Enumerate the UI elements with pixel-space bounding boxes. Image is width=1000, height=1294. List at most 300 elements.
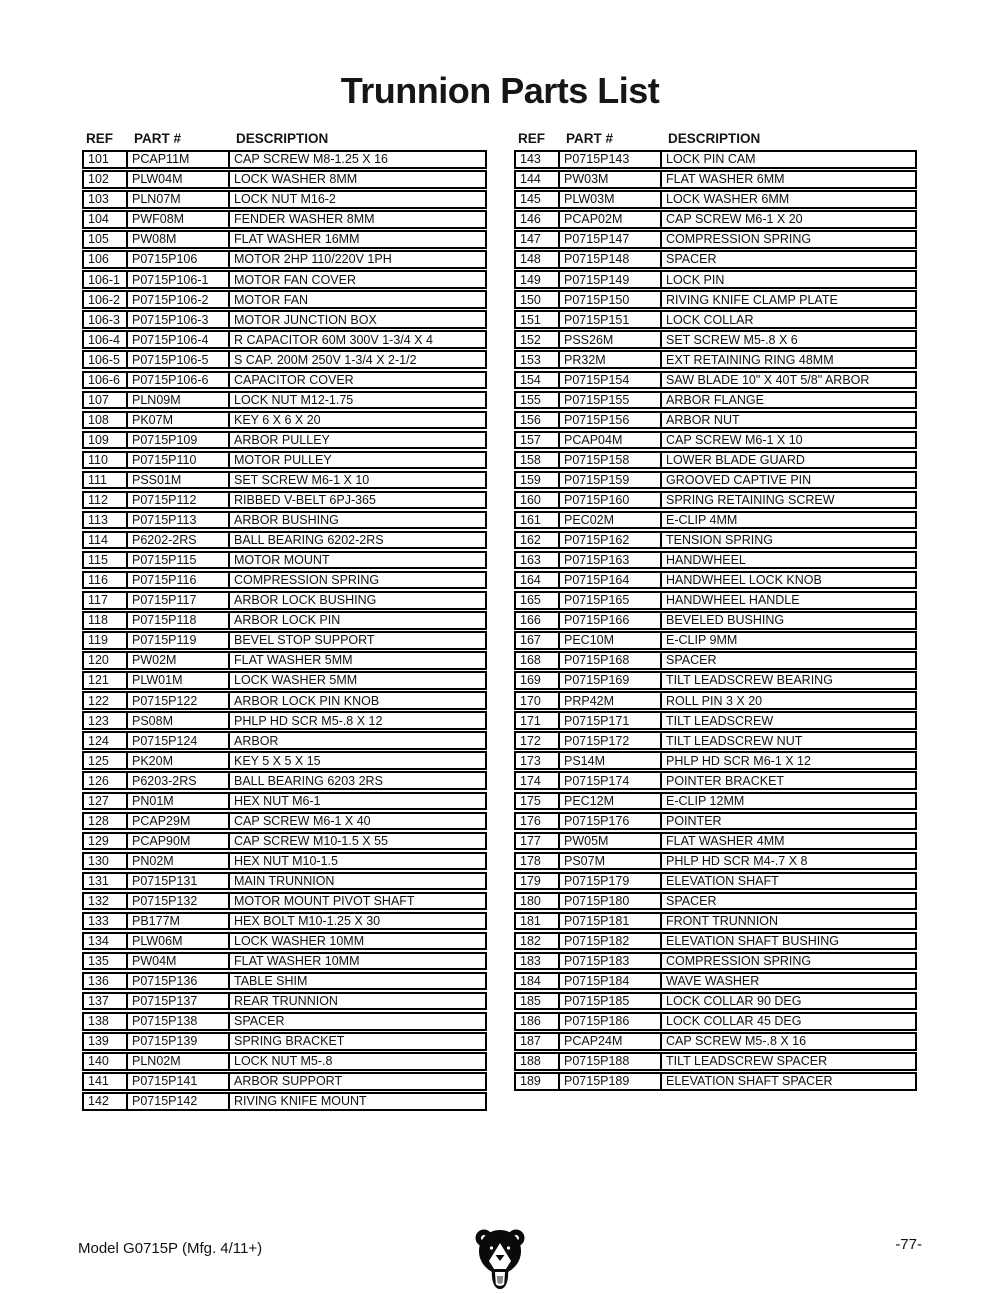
description-cell: HEX NUT M6-1 bbox=[234, 793, 321, 808]
ref-cell: 162 bbox=[516, 533, 560, 548]
table-row bbox=[82, 290, 487, 309]
description-cell: ELEVATION SHAFT BUSHING bbox=[666, 934, 839, 949]
ref-cell: 168 bbox=[516, 653, 560, 668]
table-header-right bbox=[514, 126, 917, 150]
ref-cell: 119 bbox=[84, 633, 128, 648]
part-cell: P0715P165 bbox=[560, 593, 662, 608]
description-cell: E-CLIP 12MM bbox=[666, 793, 745, 808]
description-cell: PHLP HD SCR M4-.7 X 8 bbox=[666, 853, 808, 868]
part-cell: PW04M bbox=[128, 954, 230, 969]
ref-cell: 137 bbox=[84, 994, 128, 1009]
table-row bbox=[514, 751, 917, 770]
description-cell: E-CLIP 9MM bbox=[666, 633, 738, 648]
ref-cell: 108 bbox=[84, 413, 128, 428]
table-row bbox=[514, 892, 917, 911]
description-cell: CAP SCREW M6-1 X 20 bbox=[666, 212, 803, 227]
ref-cell: 112 bbox=[84, 493, 128, 508]
table-row bbox=[82, 611, 487, 630]
description-cell: LOCK WASHER 6MM bbox=[666, 192, 790, 207]
part-cell: P0715P112 bbox=[128, 493, 230, 508]
part-cell: P0715P109 bbox=[128, 433, 230, 448]
table-row bbox=[514, 792, 917, 811]
ref-cell: 145 bbox=[516, 192, 560, 207]
ref-cell: 115 bbox=[84, 553, 128, 568]
ref-cell: 169 bbox=[516, 673, 560, 688]
part-cell: P6203-2RS bbox=[128, 773, 230, 788]
description-cell: CAPACITOR COVER bbox=[234, 372, 354, 387]
ref-cell: 189 bbox=[516, 1074, 560, 1089]
ref-cell: 107 bbox=[84, 393, 128, 408]
table-row bbox=[82, 310, 487, 329]
ref-cell: 127 bbox=[84, 794, 128, 809]
table-row bbox=[514, 691, 917, 710]
part-cell: P0715P106-4 bbox=[128, 332, 230, 347]
table-row bbox=[82, 431, 487, 450]
table-body-left bbox=[82, 150, 487, 1111]
part-cell: PR32M bbox=[560, 352, 662, 367]
table-row bbox=[514, 932, 917, 951]
part-cell: PK20M bbox=[128, 753, 230, 768]
description-cell: CAP SCREW M10-1.5 X 55 bbox=[234, 833, 388, 848]
ref-cell: 167 bbox=[516, 633, 560, 648]
part-cell: PCAP04M bbox=[560, 433, 662, 448]
description-cell: ELEVATION SHAFT bbox=[666, 873, 779, 888]
part-cell: P0715P142 bbox=[128, 1094, 230, 1109]
table-row bbox=[82, 932, 487, 951]
ref-cell: 114 bbox=[84, 533, 128, 548]
ref-cell: 165 bbox=[516, 593, 560, 608]
description-cell: MOTOR MOUNT PIVOT SHAFT bbox=[234, 893, 415, 908]
description-cell: MOTOR JUNCTION BOX bbox=[234, 312, 377, 327]
description-cell: FLAT WASHER 10MM bbox=[234, 954, 360, 969]
part-cell: P0715P179 bbox=[560, 874, 662, 889]
part-cell: PB177M bbox=[128, 914, 230, 929]
description-cell: SPACER bbox=[234, 1014, 285, 1029]
table-row bbox=[514, 591, 917, 610]
description-cell: POINTER bbox=[666, 813, 722, 828]
description-cell: R CAPACITOR 60M 300V 1-3/4 X 4 bbox=[234, 332, 433, 347]
description-cell: ELEVATION SHAFT SPACER bbox=[666, 1074, 833, 1089]
part-cell: P0715P163 bbox=[560, 553, 662, 568]
ref-cell: 150 bbox=[516, 292, 560, 307]
ref-cell: 149 bbox=[516, 272, 560, 287]
ref-cell: 113 bbox=[84, 513, 128, 528]
part-cell: PEC10M bbox=[560, 633, 662, 648]
ref-cell: 157 bbox=[516, 433, 560, 448]
column-header-part: PART # bbox=[134, 130, 182, 146]
description-cell: ARBOR PULLEY bbox=[234, 432, 330, 447]
description-cell: LOCK WASHER 10MM bbox=[234, 934, 365, 949]
ref-cell: 151 bbox=[516, 312, 560, 327]
part-cell: P0715P147 bbox=[560, 232, 662, 247]
description-cell: REAR TRUNNION bbox=[234, 994, 338, 1009]
table-row bbox=[514, 832, 917, 851]
ref-cell: 141 bbox=[84, 1074, 128, 1089]
ref-cell: 175 bbox=[516, 794, 560, 809]
table-body-right bbox=[514, 150, 917, 1091]
part-cell: P0715P148 bbox=[560, 252, 662, 267]
description-cell: HANDWHEEL HANDLE bbox=[666, 593, 800, 608]
part-cell: P6202-2RS bbox=[128, 533, 230, 548]
part-cell: P0715P117 bbox=[128, 593, 230, 608]
ref-cell: 106-6 bbox=[84, 373, 128, 388]
ref-cell: 172 bbox=[516, 733, 560, 748]
description-cell: MOTOR FAN COVER bbox=[234, 272, 357, 287]
description-cell: MAIN TRUNNION bbox=[234, 873, 335, 888]
table-row bbox=[514, 411, 917, 430]
ref-cell: 125 bbox=[84, 753, 128, 768]
ref-cell: 138 bbox=[84, 1014, 128, 1029]
table-row bbox=[82, 1032, 487, 1051]
description-cell: CAP SCREW M6-1 X 40 bbox=[234, 813, 371, 828]
description-cell: CAP SCREW M5-.8 X 16 bbox=[666, 1034, 807, 1049]
ref-cell: 176 bbox=[516, 814, 560, 829]
table-row bbox=[514, 350, 917, 369]
part-cell: PLN07M bbox=[128, 192, 230, 207]
ref-cell: 178 bbox=[516, 854, 560, 869]
table-row bbox=[514, 511, 917, 530]
part-cell: PLN02M bbox=[128, 1054, 230, 1069]
part-cell: P0715P182 bbox=[560, 934, 662, 949]
ref-cell: 135 bbox=[84, 954, 128, 969]
table-row bbox=[82, 471, 487, 490]
table-row bbox=[514, 651, 917, 670]
table-row bbox=[514, 812, 917, 831]
description-cell: RIVING KNIFE CLAMP PLATE bbox=[666, 292, 838, 307]
ref-cell: 140 bbox=[84, 1054, 128, 1069]
table-row bbox=[82, 451, 487, 470]
description-cell: TILT LEADSCREW BEARING bbox=[666, 673, 833, 688]
description-cell: CAP SCREW M8-1.25 X 16 bbox=[234, 152, 388, 167]
table-row bbox=[82, 270, 487, 289]
ref-cell: 177 bbox=[516, 834, 560, 849]
table-row bbox=[82, 912, 487, 931]
description-cell: FLAT WASHER 16MM bbox=[234, 232, 360, 247]
part-cell: P0715P122 bbox=[128, 693, 230, 708]
description-cell: ARBOR LOCK PIN bbox=[234, 613, 341, 628]
table-row bbox=[82, 330, 487, 349]
description-cell: TILT LEADSCREW NUT bbox=[666, 733, 803, 748]
ref-cell: 102 bbox=[84, 172, 128, 187]
table-row bbox=[82, 591, 487, 610]
part-cell: PN01M bbox=[128, 794, 230, 809]
part-cell: PS07M bbox=[560, 854, 662, 869]
table-row bbox=[514, 190, 917, 209]
part-cell: PSS01M bbox=[128, 473, 230, 488]
column-header-part: PART # bbox=[566, 130, 614, 146]
part-cell: P0715P106-3 bbox=[128, 312, 230, 327]
description-cell: SAW BLADE 10" X 40T 5/8" ARBOR bbox=[666, 372, 870, 387]
ref-cell: 109 bbox=[84, 433, 128, 448]
ref-cell: 106-3 bbox=[84, 312, 128, 327]
table-row bbox=[514, 972, 917, 991]
description-cell: ARBOR NUT bbox=[666, 412, 740, 427]
table-row bbox=[82, 250, 487, 269]
description-cell: CAP SCREW M6-1 X 10 bbox=[666, 432, 803, 447]
ref-cell: 146 bbox=[516, 212, 560, 227]
model-label: Model G0715P (Mfg. 4/11+) bbox=[78, 1240, 263, 1257]
part-cell: P0715P180 bbox=[560, 894, 662, 909]
ref-cell: 188 bbox=[516, 1054, 560, 1069]
parts-table-right bbox=[514, 126, 917, 1092]
description-cell: LOWER BLADE GUARD bbox=[666, 452, 805, 467]
description-cell: RIBBED V-BELT 6PJ-365 bbox=[234, 493, 376, 508]
description-cell: ROLL PIN 3 X 20 bbox=[666, 693, 763, 708]
table-row bbox=[82, 972, 487, 991]
description-cell: KEY 6 X 6 X 20 bbox=[234, 412, 321, 427]
ref-cell: 121 bbox=[84, 673, 128, 688]
table-row bbox=[514, 611, 917, 630]
description-cell: BALL BEARING 6203 2RS bbox=[234, 773, 383, 788]
ref-cell: 180 bbox=[516, 894, 560, 909]
description-cell: MOTOR MOUNT bbox=[234, 553, 330, 568]
table-row bbox=[514, 992, 917, 1011]
table-row bbox=[82, 1092, 487, 1111]
part-cell: P0715P106-6 bbox=[128, 373, 230, 388]
table-row bbox=[514, 1032, 917, 1051]
description-cell: BEVELED BUSHING bbox=[666, 613, 785, 628]
description-cell: LOCK PIN bbox=[666, 272, 725, 287]
part-cell: PK07M bbox=[128, 413, 230, 428]
bear-head-icon bbox=[474, 1228, 526, 1292]
description-cell: TABLE SHIM bbox=[234, 974, 308, 989]
part-cell: PW08M bbox=[128, 232, 230, 247]
ref-cell: 179 bbox=[516, 874, 560, 889]
part-cell: P0715P132 bbox=[128, 894, 230, 909]
table-row bbox=[82, 170, 487, 189]
description-cell: LOCK WASHER 8MM bbox=[234, 172, 358, 187]
column-header-description: DESCRIPTION bbox=[236, 130, 329, 146]
table-row bbox=[514, 711, 917, 730]
table-row bbox=[514, 330, 917, 349]
ref-cell: 153 bbox=[516, 352, 560, 367]
part-cell: PW05M bbox=[560, 834, 662, 849]
table-row bbox=[514, 551, 917, 570]
ref-cell: 186 bbox=[516, 1014, 560, 1029]
part-cell: PW02M bbox=[128, 653, 230, 668]
ref-cell: 106-2 bbox=[84, 292, 128, 307]
part-cell: PEC02M bbox=[560, 513, 662, 528]
part-cell: P0715P186 bbox=[560, 1014, 662, 1029]
ref-cell: 134 bbox=[84, 934, 128, 949]
description-cell: HANDWHEEL bbox=[666, 553, 746, 568]
part-cell: P0715P106-1 bbox=[128, 272, 230, 287]
part-cell: P0715P116 bbox=[128, 573, 230, 588]
table-row bbox=[82, 832, 487, 851]
table-row bbox=[514, 491, 917, 510]
description-cell: BEVEL STOP SUPPORT bbox=[234, 633, 375, 648]
table-row bbox=[514, 270, 917, 289]
part-cell: P0715P183 bbox=[560, 954, 662, 969]
table-row bbox=[82, 391, 487, 410]
description-cell: RIVING KNIFE MOUNT bbox=[234, 1094, 367, 1109]
ref-cell: 185 bbox=[516, 994, 560, 1009]
part-cell: P0715P162 bbox=[560, 533, 662, 548]
ref-cell: 152 bbox=[516, 332, 560, 347]
ref-cell: 120 bbox=[84, 653, 128, 668]
ref-cell: 103 bbox=[84, 192, 128, 207]
part-cell: P0715P185 bbox=[560, 994, 662, 1009]
part-cell: P0715P131 bbox=[128, 874, 230, 889]
ref-cell: 130 bbox=[84, 854, 128, 869]
page-title: Trunnion Parts List bbox=[340, 70, 660, 111]
ref-cell: 187 bbox=[516, 1034, 560, 1049]
description-cell: PHLP HD SCR M5-.8 X 12 bbox=[234, 713, 383, 728]
part-cell: PLW06M bbox=[128, 934, 230, 949]
description-cell: LOCK NUT M12-1.75 bbox=[234, 392, 354, 407]
ref-cell: 182 bbox=[516, 934, 560, 949]
table-row bbox=[514, 771, 917, 790]
table-row bbox=[514, 872, 917, 891]
part-cell: P0715P181 bbox=[560, 914, 662, 929]
ref-cell: 117 bbox=[84, 593, 128, 608]
ref-cell: 158 bbox=[516, 453, 560, 468]
part-cell: P0715P137 bbox=[128, 994, 230, 1009]
part-cell: P0715P124 bbox=[128, 733, 230, 748]
part-cell: PSS26M bbox=[560, 332, 662, 347]
table-row bbox=[514, 210, 917, 229]
part-cell: PEC12M bbox=[560, 794, 662, 809]
ref-cell: 148 bbox=[516, 252, 560, 267]
table-row bbox=[82, 511, 487, 530]
table-row bbox=[514, 1012, 917, 1031]
part-cell: P0715P118 bbox=[128, 613, 230, 628]
description-cell: FRONT TRUNNION bbox=[666, 914, 779, 929]
description-cell: HANDWHEEL LOCK KNOB bbox=[666, 573, 822, 588]
part-cell: PN02M bbox=[128, 854, 230, 869]
table-row bbox=[82, 952, 487, 971]
ref-cell: 163 bbox=[516, 553, 560, 568]
table-row bbox=[514, 150, 917, 169]
table-row bbox=[82, 792, 487, 811]
table-row bbox=[514, 310, 917, 329]
ref-cell: 183 bbox=[516, 954, 560, 969]
table-row bbox=[82, 812, 487, 831]
part-cell: P0715P164 bbox=[560, 573, 662, 588]
table-row bbox=[82, 230, 487, 249]
ref-cell: 142 bbox=[84, 1094, 128, 1109]
part-cell: P0715P189 bbox=[560, 1074, 662, 1089]
description-cell: LOCK NUT M16-2 bbox=[234, 192, 336, 207]
ref-cell: 159 bbox=[516, 473, 560, 488]
column-header-description: DESCRIPTION bbox=[668, 130, 761, 146]
ref-cell: 156 bbox=[516, 413, 560, 428]
table-row bbox=[82, 1052, 487, 1071]
table-row bbox=[514, 471, 917, 490]
part-cell: P0715P106-5 bbox=[128, 352, 230, 367]
ref-cell: 123 bbox=[84, 713, 128, 728]
table-row bbox=[82, 571, 487, 590]
ref-cell: 101 bbox=[84, 152, 128, 167]
ref-cell: 139 bbox=[84, 1034, 128, 1049]
ref-cell: 132 bbox=[84, 894, 128, 909]
description-cell: COMPRESSION SPRING bbox=[666, 954, 812, 969]
description-cell: PHLP HD SCR M6-1 X 12 bbox=[666, 753, 811, 768]
part-cell: P0715P174 bbox=[560, 773, 662, 788]
description-cell: ARBOR LOCK PIN KNOB bbox=[234, 693, 380, 708]
part-cell: P0715P119 bbox=[128, 633, 230, 648]
part-cell: PS14M bbox=[560, 753, 662, 768]
table-row bbox=[514, 571, 917, 590]
ref-cell: 184 bbox=[516, 974, 560, 989]
part-cell: PLW01M bbox=[128, 673, 230, 688]
ref-cell: 154 bbox=[516, 373, 560, 388]
ref-cell: 106-5 bbox=[84, 352, 128, 367]
table-row bbox=[82, 731, 487, 750]
description-cell: ARBOR LOCK BUSHING bbox=[234, 593, 377, 608]
ref-cell: 116 bbox=[84, 573, 128, 588]
description-cell: ARBOR bbox=[234, 733, 279, 748]
description-cell: SPACER bbox=[666, 893, 717, 908]
column-header-ref: REF bbox=[86, 130, 113, 146]
ref-cell: 181 bbox=[516, 914, 560, 929]
description-cell: FLAT WASHER 5MM bbox=[234, 653, 353, 668]
table-row bbox=[82, 150, 487, 169]
ref-cell: 161 bbox=[516, 513, 560, 528]
ref-cell: 136 bbox=[84, 974, 128, 989]
table-row bbox=[514, 852, 917, 871]
description-cell: TENSION SPRING bbox=[666, 533, 773, 548]
description-cell: LOCK WASHER 5MM bbox=[234, 673, 358, 688]
table-row bbox=[82, 1072, 487, 1091]
description-cell: MOTOR PULLEY bbox=[234, 452, 332, 467]
table-row bbox=[514, 250, 917, 269]
table-row bbox=[514, 912, 917, 931]
table-row bbox=[514, 1052, 917, 1071]
part-cell: PCAP90M bbox=[128, 834, 230, 849]
table-row bbox=[514, 230, 917, 249]
part-cell: PLN09M bbox=[128, 393, 230, 408]
description-cell: BALL BEARING 6202-2RS bbox=[234, 533, 384, 548]
table-row bbox=[514, 531, 917, 550]
part-cell: P0715P188 bbox=[560, 1054, 662, 1069]
description-cell: KEY 5 X 5 X 15 bbox=[234, 753, 321, 768]
description-cell: E-CLIP 4MM bbox=[666, 513, 738, 528]
table-row bbox=[514, 671, 917, 690]
part-cell: P0715P184 bbox=[560, 974, 662, 989]
part-cell: PRP42M bbox=[560, 693, 662, 708]
table-row bbox=[514, 1072, 917, 1091]
part-cell: P0715P158 bbox=[560, 453, 662, 468]
table-row bbox=[514, 391, 917, 410]
part-cell: P0715P139 bbox=[128, 1034, 230, 1049]
table-row bbox=[514, 631, 917, 650]
table-row bbox=[82, 371, 487, 390]
ref-cell: 147 bbox=[516, 232, 560, 247]
table-row bbox=[82, 491, 487, 510]
part-cell: PS08M bbox=[128, 713, 230, 728]
part-cell: P0715P138 bbox=[128, 1014, 230, 1029]
part-cell: P0715P154 bbox=[560, 373, 662, 388]
description-cell: GROOVED CAPTIVE PIN bbox=[666, 473, 812, 487]
ref-cell: 106 bbox=[84, 252, 128, 267]
description-cell: SPACER bbox=[666, 252, 717, 267]
ref-cell: 118 bbox=[84, 613, 128, 628]
description-cell: LOCK COLLAR 90 DEG bbox=[666, 994, 802, 1009]
table-row bbox=[82, 872, 487, 891]
column-header-ref: REF bbox=[518, 130, 545, 146]
table-row bbox=[514, 170, 917, 189]
table-row bbox=[82, 210, 487, 229]
description-cell: LOCK NUT M5-.8 bbox=[234, 1054, 333, 1069]
table-row bbox=[514, 431, 917, 450]
description-cell: COMPRESSION SPRING bbox=[666, 232, 812, 247]
table-row bbox=[82, 651, 487, 670]
table-row bbox=[82, 631, 487, 650]
table-row bbox=[82, 852, 487, 871]
part-cell: P0715P166 bbox=[560, 613, 662, 628]
ref-cell: 160 bbox=[516, 493, 560, 508]
